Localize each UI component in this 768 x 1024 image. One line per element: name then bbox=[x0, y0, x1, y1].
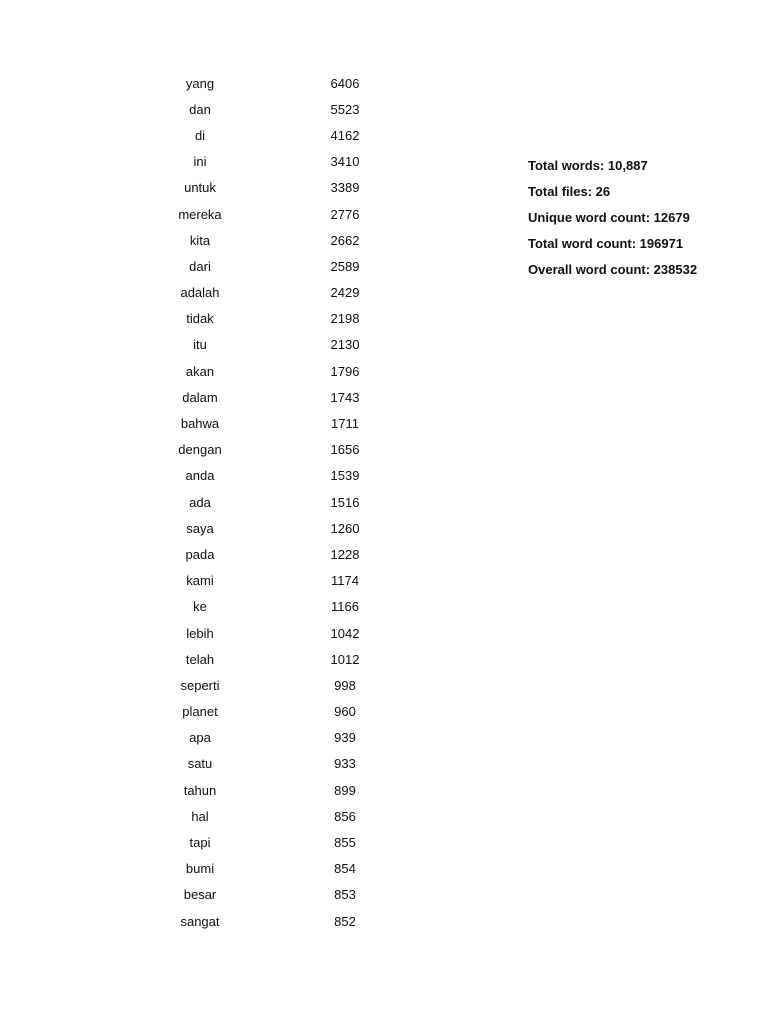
table-row bbox=[140, 541, 430, 567]
word-cell: ke bbox=[193, 599, 207, 615]
word-cell: satu bbox=[187, 756, 213, 772]
count-cell: 1042 bbox=[330, 625, 360, 641]
word-cell: tahun bbox=[183, 782, 217, 798]
table-row bbox=[140, 620, 430, 646]
count-cell: 2589 bbox=[330, 258, 360, 274]
count-cell: 6406 bbox=[330, 75, 360, 91]
count-cell: 1711 bbox=[331, 416, 359, 432]
count-cell: 855 bbox=[334, 835, 356, 851]
table-row bbox=[140, 829, 430, 855]
table-row bbox=[140, 725, 430, 751]
count-cell: 1796 bbox=[330, 363, 360, 379]
word-cell: kami bbox=[186, 573, 214, 589]
word-cell: sangat bbox=[180, 913, 220, 929]
word-cell: bumi bbox=[185, 861, 215, 877]
word-cell: dan bbox=[189, 101, 211, 117]
count-cell: 939 bbox=[334, 730, 356, 746]
total-word-count-stat: Total word count: 196971 bbox=[528, 236, 684, 252]
table-row bbox=[140, 70, 430, 96]
table-row bbox=[140, 306, 430, 332]
word-cell: hal bbox=[191, 808, 209, 824]
word-cell: lebih bbox=[186, 625, 214, 641]
table-row bbox=[140, 699, 430, 725]
count-cell: 2776 bbox=[330, 206, 360, 222]
word-cell: ada bbox=[189, 494, 211, 510]
count-cell: 854 bbox=[334, 861, 356, 877]
table-row bbox=[140, 672, 430, 698]
table-row bbox=[140, 646, 430, 672]
word-cell: pada bbox=[185, 546, 215, 562]
count-cell: 2130 bbox=[330, 337, 360, 353]
table-row bbox=[140, 751, 430, 777]
count-cell: 1260 bbox=[330, 520, 360, 536]
count-cell: 1539 bbox=[330, 468, 360, 484]
table-row bbox=[140, 437, 430, 463]
table-row bbox=[140, 594, 430, 620]
count-cell: 933 bbox=[334, 756, 356, 772]
count-cell: 1228 bbox=[330, 546, 360, 562]
table-row bbox=[140, 908, 430, 934]
word-cell: dari bbox=[189, 258, 211, 274]
word-cell: apa bbox=[189, 730, 211, 746]
word-cell: anda bbox=[185, 468, 215, 484]
table-row bbox=[140, 253, 430, 279]
table-row bbox=[140, 856, 430, 882]
count-cell: 852 bbox=[334, 913, 356, 929]
count-cell: 899 bbox=[334, 782, 356, 798]
word-cell: kita bbox=[189, 232, 211, 248]
count-cell: 5523 bbox=[330, 101, 360, 117]
word-cell: dalam bbox=[182, 389, 218, 405]
count-cell: 1656 bbox=[330, 442, 360, 458]
word-cell: besar bbox=[183, 887, 217, 903]
table-row bbox=[140, 384, 430, 410]
count-cell: 1012 bbox=[330, 651, 360, 667]
word-cell: untuk bbox=[184, 180, 216, 196]
word-cell: tidak bbox=[186, 311, 214, 327]
word-cell: tapi bbox=[189, 835, 211, 851]
table-row bbox=[140, 515, 430, 541]
table-row bbox=[140, 489, 430, 515]
summary-stats bbox=[528, 152, 697, 283]
table-row bbox=[140, 96, 430, 122]
count-cell: 2198 bbox=[330, 311, 360, 327]
word-cell: ini bbox=[193, 154, 207, 170]
table-row bbox=[140, 149, 430, 175]
table-row bbox=[140, 175, 430, 201]
count-cell: 4162 bbox=[330, 127, 360, 143]
table-row bbox=[140, 122, 430, 148]
word-cell: mereka bbox=[178, 206, 222, 222]
count-cell: 2429 bbox=[330, 285, 360, 301]
table-row bbox=[140, 882, 430, 908]
table-row bbox=[140, 201, 430, 227]
word-cell: seperti bbox=[180, 677, 220, 693]
table-row bbox=[140, 332, 430, 358]
overall-word-count-stat: Overall word count: 238532 bbox=[528, 262, 698, 278]
word-cell: planet bbox=[182, 704, 218, 720]
word-cell: dengan bbox=[178, 442, 222, 458]
count-cell: 856 bbox=[334, 808, 356, 824]
count-cell: 3410 bbox=[330, 154, 360, 170]
word-cell: itu bbox=[193, 337, 207, 353]
word-frequency-table bbox=[140, 70, 430, 934]
count-cell: 960 bbox=[334, 704, 356, 720]
count-cell: 853 bbox=[334, 887, 356, 903]
count-cell: 1174 bbox=[331, 573, 359, 589]
table-row bbox=[140, 777, 430, 803]
word-cell: telah bbox=[185, 651, 215, 667]
count-cell: 998 bbox=[334, 677, 356, 693]
count-cell: 3389 bbox=[330, 180, 360, 196]
unique-word-count-stat: Unique word count: 12679 bbox=[528, 209, 690, 225]
count-cell: 1743 bbox=[330, 389, 360, 405]
count-cell: 1516 bbox=[330, 494, 360, 510]
word-cell: akan bbox=[185, 363, 215, 379]
table-row bbox=[140, 227, 430, 253]
table-row bbox=[140, 410, 430, 436]
word-cell: adalah bbox=[180, 285, 220, 301]
table-row bbox=[140, 568, 430, 594]
table-row bbox=[140, 280, 430, 306]
table-row bbox=[140, 463, 430, 489]
count-cell: 2662 bbox=[330, 232, 360, 248]
total-files-stat: Total files: 26 bbox=[528, 183, 611, 199]
table-row bbox=[140, 358, 430, 384]
word-cell: di bbox=[194, 127, 206, 143]
word-cell: saya bbox=[186, 520, 214, 536]
table-row bbox=[140, 803, 430, 829]
count-cell: 1166 bbox=[331, 599, 359, 615]
total-words-stat: Total words: 10,887 bbox=[528, 157, 648, 173]
word-cell: bahwa bbox=[180, 416, 220, 432]
word-cell: yang bbox=[185, 75, 215, 91]
